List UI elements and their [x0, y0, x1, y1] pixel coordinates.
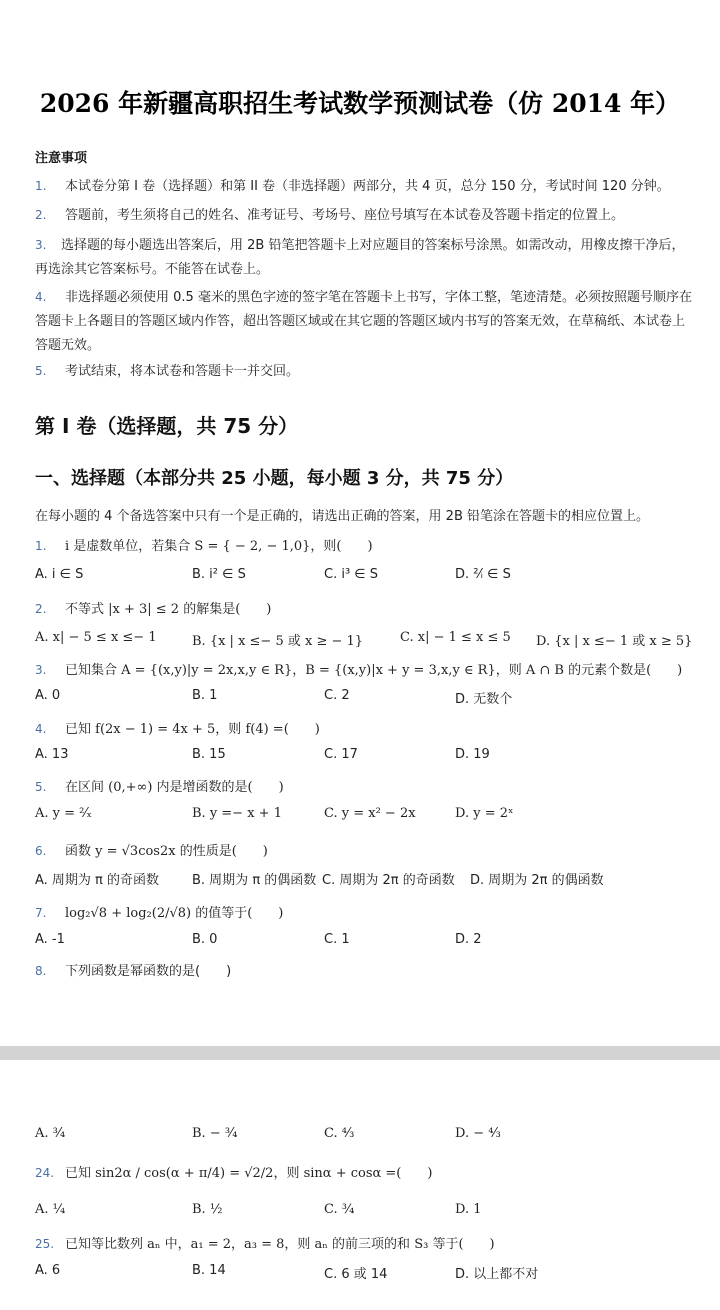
question-number: 3.: [35, 663, 47, 677]
option-d: D. y = 2ˣ: [455, 806, 514, 821]
option-a: A. ¼: [35, 1202, 66, 1217]
question-number: 5.: [35, 780, 47, 794]
notice-text: 选择题的每小题选出答案后，用 2B 铅笔把答题卡上对应题目的答案标号涂黑。如需改动，用橡皮擦干净后，再选涂其它答案标号。不能答在试卷上。: [35, 238, 685, 277]
question-text: 已知集合 A = {(x,y)|y = 2x,x,y ∈ R}，B = {(x,y)|x + y = 3,x,y ∈ R}，则 A ∩ B 的元素个数是( ): [65, 663, 683, 678]
question-number: 24.: [35, 1166, 55, 1180]
question-text: 在区间 (0,+∞) 内是增函数的是( ): [65, 780, 284, 795]
question-stem: [35, 718, 320, 737]
question-text: i 是虚数单位，若集合 S = { − 2, − 1,0}，则( ): [65, 539, 373, 554]
notice-number: 5.: [35, 364, 47, 378]
question-text: 不等式 |x + 3| ≤ 2 的解集是( ): [65, 602, 272, 617]
option-b: B. ½: [192, 1202, 223, 1217]
notice-number: 3.: [35, 238, 47, 252]
option-d: D. 周期为 2π 的偶函数: [470, 873, 604, 888]
question-stem: [35, 598, 271, 617]
option-c: C. i³ ∈ S: [324, 567, 379, 582]
question-text: 函数 y = √3cos2x 的性质是( ): [65, 844, 268, 859]
option-c: C. x| − 1 ≤ x ≤ 5: [400, 630, 511, 645]
option-d: D. 1: [455, 1202, 482, 1217]
option-b: B. {x | x ≤− 5 或 x ≥ − 1}: [192, 634, 364, 649]
option-c: C. 周期为 2π 的奇函数: [322, 873, 455, 888]
notice-number: 4.: [35, 290, 47, 304]
question-number: 8.: [35, 964, 47, 978]
option-c: C. y = x² − 2x: [324, 806, 416, 821]
question-number: 25.: [35, 1237, 55, 1251]
option-b: B. i² ∈ S: [192, 567, 246, 582]
notice-item: [35, 203, 695, 228]
question-text: 已知 f(2x − 1) = 4x + 5，则 f(4) =( ): [65, 722, 320, 737]
option-a: A. 0: [35, 688, 61, 703]
notice-item: [35, 285, 695, 358]
question-number: 2.: [35, 602, 47, 616]
option-d: D. 以上都不对: [455, 1267, 539, 1282]
notice-text: 考试结束，将本试卷和答题卡一并交回。: [65, 364, 300, 379]
option-b: B. 14: [192, 1263, 226, 1278]
notice-heading: 注意事项: [35, 151, 88, 166]
question-number: 7.: [35, 906, 47, 920]
option-d: D. {x | x ≤− 1 或 x ≥ 5}: [536, 634, 693, 649]
option-d: D. − ⁴⁄₃: [455, 1126, 501, 1141]
question-stem: [35, 840, 268, 859]
question-text: 下列函数是幂函数的是( ): [65, 964, 232, 979]
option-d: D. 无数个: [455, 692, 513, 707]
option-a: A. y = ²⁄ₓ: [35, 806, 93, 821]
option-a: A. 6: [35, 1263, 61, 1278]
notice-text: 答题前，考生须将自己的姓名、准考证号、考场号、座位号填写在本试卷及答题卡指定的位置上。: [65, 208, 625, 223]
question-stem: [35, 902, 283, 921]
notice-text: 非选择题必须使用 0.5 毫米的黑色字迹的签字笔在答题卡上书写，字体工整，笔迹清楚。必须按照题号顺序在答题卡上各题目的答题区域内作答，超出答题区域或在其它题的答题区域内书写的答案无效，在草稿纸、本试卷上答题无效。: [35, 290, 692, 353]
question-stem: [35, 776, 284, 795]
option-c: C. ¾: [324, 1202, 355, 1217]
option-c: C. 1: [324, 932, 350, 947]
notice-number: 2.: [35, 208, 47, 222]
option-a: A. 周期为 π 的奇函数: [35, 873, 160, 888]
notice-item: [35, 174, 695, 199]
option-b: B. 1: [192, 688, 218, 703]
question-stem: [35, 1233, 495, 1252]
notice-text: 本试卷分第 I 卷（选择题）和第 II 卷（非选择题）两部分，共 4 页，总分 150 分，考试时间 120 分钟。: [65, 179, 670, 194]
exam-title: 2026 年新疆高职招生考试数学预测试卷（仿 2014 年）: [39, 89, 681, 118]
question-number: 4.: [35, 722, 47, 736]
option-c: C. 2: [324, 688, 350, 703]
question-text: 已知 sin2α / cos(α + π/4) = √2/2，则 sinα + cosα =( ): [65, 1166, 433, 1181]
option-d: D. 2: [455, 932, 482, 947]
section-heading-choice: 一、选择题（本部分共 25 小题，每小题 3 分，共 75 分）: [35, 468, 514, 489]
option-d: D. 19: [455, 747, 490, 762]
option-c: C. 17: [324, 747, 358, 762]
question-stem: [35, 1162, 432, 1181]
option-a: A. -1: [35, 932, 65, 947]
option-b: B. y =− x + 1: [192, 806, 282, 821]
notice-number: 1.: [35, 179, 47, 193]
option-a: A. i ∈ S: [35, 567, 84, 582]
question-number: 1.: [35, 539, 47, 553]
notice-item: [35, 359, 695, 384]
option-c: C. 6 或 14: [324, 1267, 388, 1282]
option-b: B. 15: [192, 747, 226, 762]
section-heading-part1: 第 I 卷（选择题，共 75 分）: [35, 414, 299, 438]
question-text: 已知等比数列 aₙ 中，a₁ = 2，a₃ = 8，则 aₙ 的前三项的和 S₃ 等于( ): [65, 1237, 495, 1252]
option-d: D. ²⁄ᵢ ∈ S: [455, 567, 511, 582]
page-divider: [0, 1046, 720, 1060]
question-stem: [35, 535, 373, 554]
option-b: B. − ³⁄₄: [192, 1126, 238, 1141]
question-stem: [35, 659, 682, 678]
option-c: C. ⁴⁄₃: [324, 1126, 355, 1141]
question-stem: [35, 960, 231, 979]
question-number: 6.: [35, 844, 47, 858]
option-a: A. 13: [35, 747, 69, 762]
option-a: A. ³⁄₄: [35, 1126, 66, 1141]
question-text: log₂√8 + log₂(2/√8) 的值等于( ): [65, 906, 284, 921]
option-a: A. x| − 5 ≤ x ≤− 1: [35, 630, 157, 645]
option-b: B. 周期为 π 的偶函数: [192, 873, 317, 888]
section-instructions: 在每小题的 4 个备选答案中只有一个是正确的，请选出正确的答案，用 2B 铅笔涂在答题卡的相应位置上。: [35, 509, 649, 524]
option-b: B. 0: [192, 932, 218, 947]
notice-item: [35, 233, 695, 282]
